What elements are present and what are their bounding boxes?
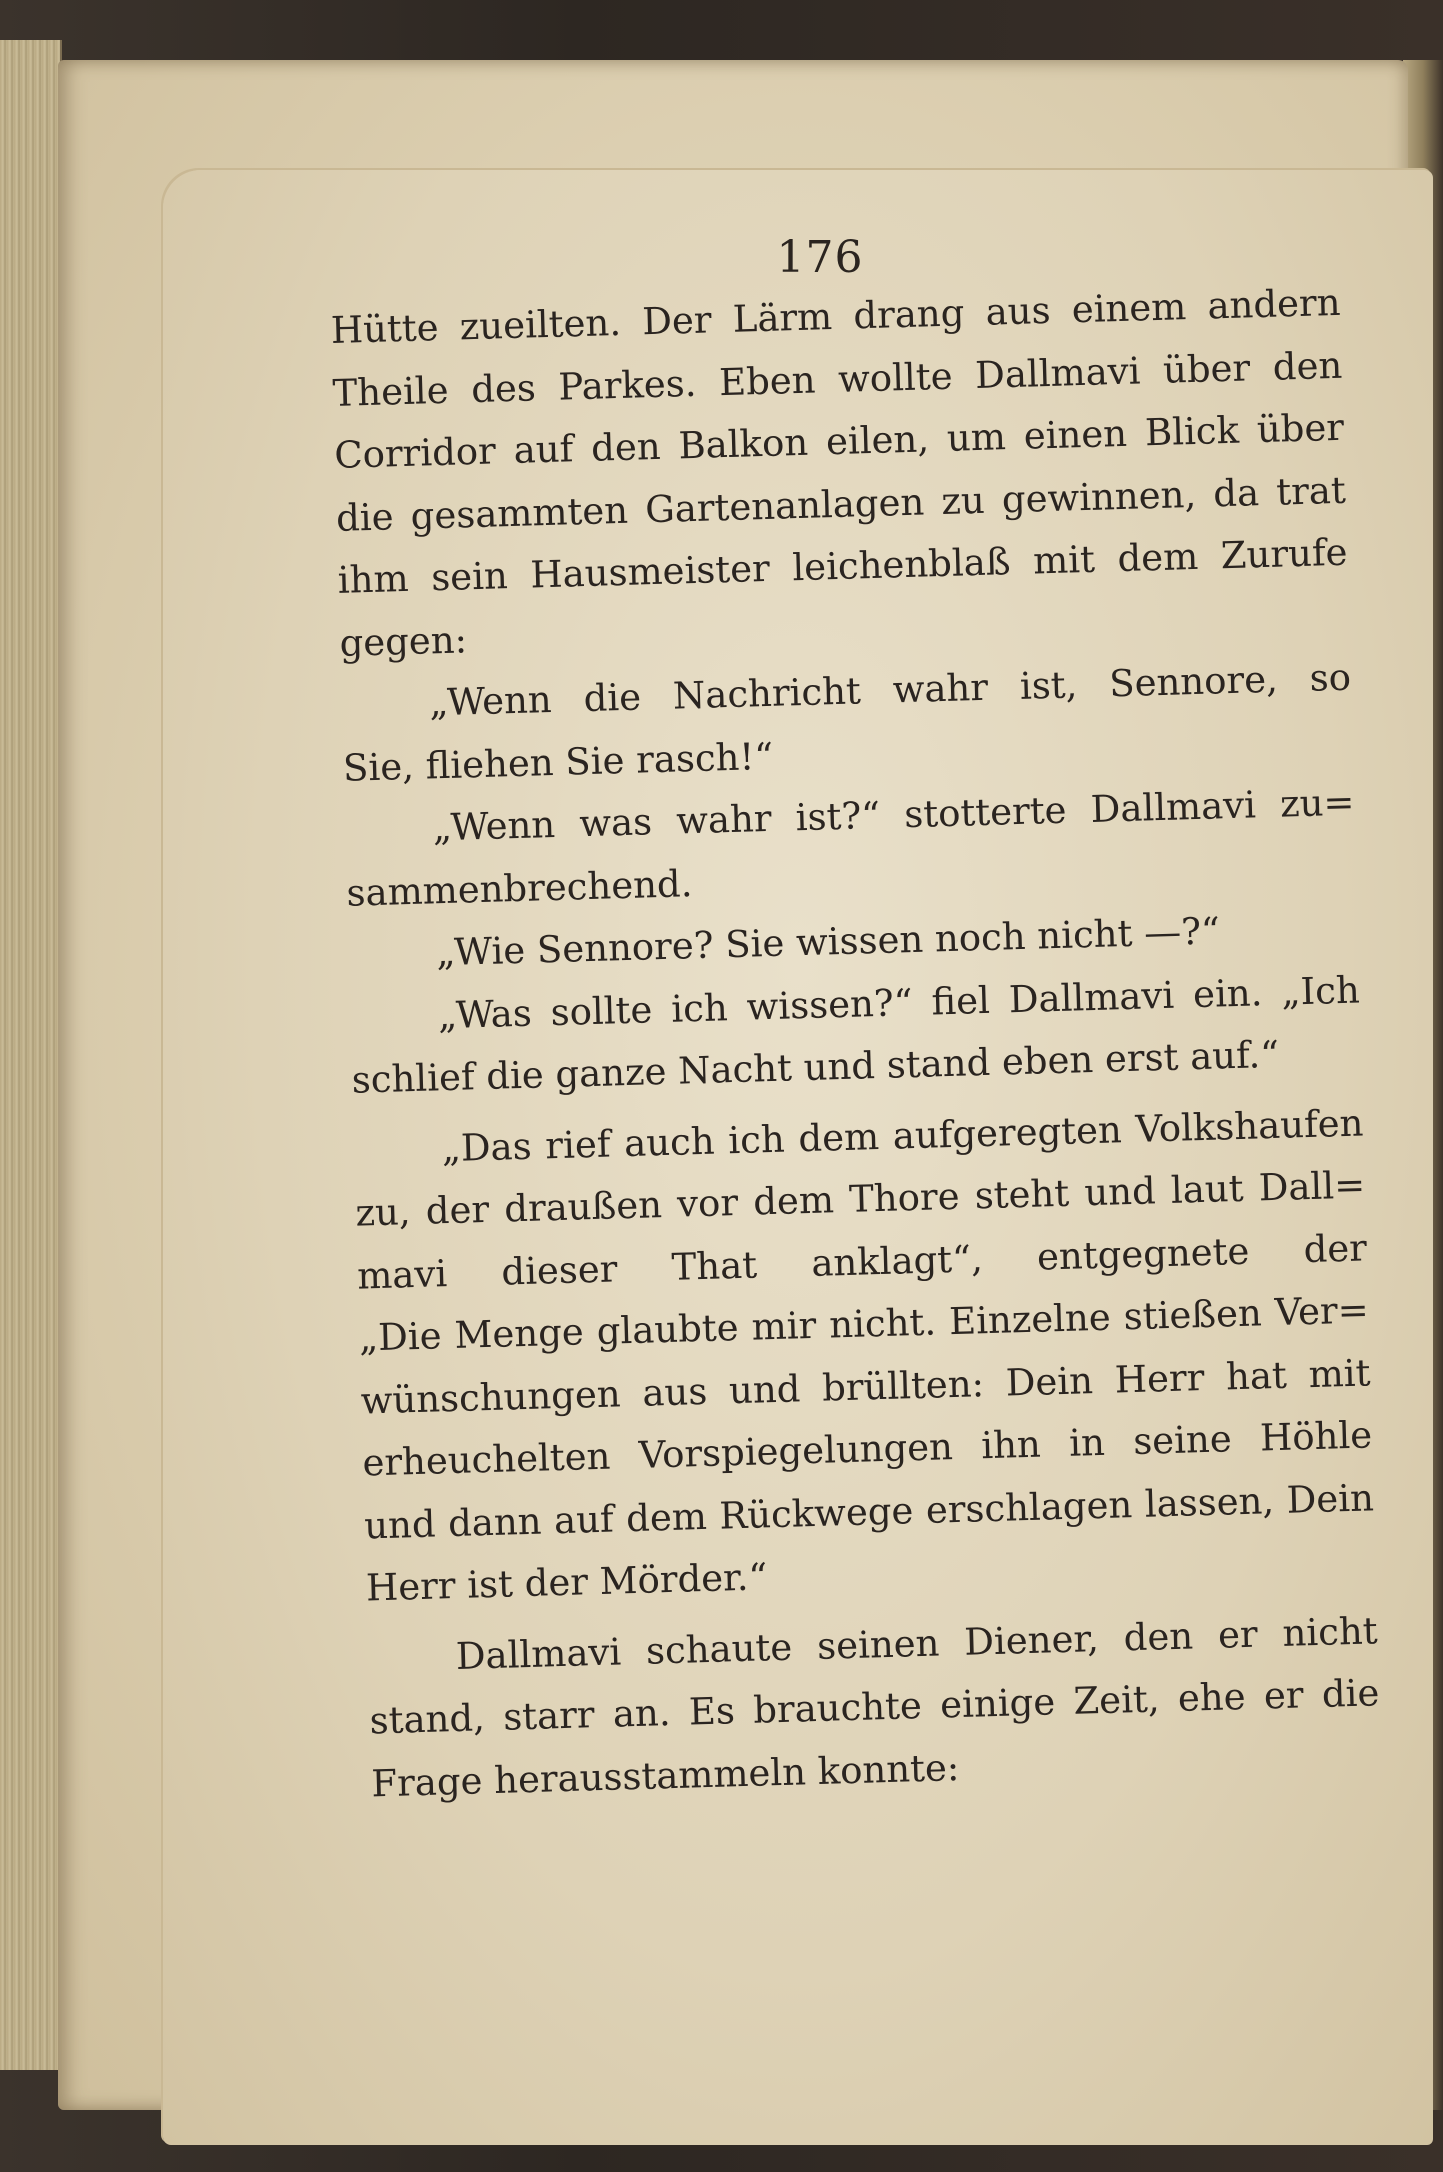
text-line: Corridor auf den Balkon eilen, um einen Blick über bbox=[333, 405, 1345, 477]
text-line: „Wenn die Nachricht wahr ist, Sennore, so bbox=[428, 655, 1352, 725]
text-line: Theile des Parkes. Eben wollte Dallmavi über den bbox=[331, 343, 1343, 415]
text-line: mavi dieser That anklagt“, entgegnete der bbox=[356, 1225, 1368, 1298]
page-edges-left bbox=[0, 40, 62, 2070]
page-number: 176 bbox=[776, 232, 864, 283]
text-line: ihm sein Hausmeister leichenblaß mit dem Zurufe bbox=[337, 530, 1349, 602]
text-line: „Wie Sennore? Sie wissen noch nicht —?“ bbox=[435, 909, 1221, 975]
text-line: gegen: bbox=[338, 617, 468, 665]
text-line: Sie, fliehen Sie rasch!“ bbox=[342, 734, 774, 790]
text-line: „Was sollte ich wissen?“ fiel Dallmavi ein. „Ich bbox=[437, 968, 1361, 1037]
text-line: Herr ist der Mörder.“ bbox=[365, 1555, 768, 1610]
text-line: die gesammten Gartenanlagen zu gewinnen, da trat bbox=[335, 468, 1347, 540]
text-line: stand, starr an. Es brauchte einige Zeit, ehe er die bbox=[369, 1671, 1380, 1743]
text-line: wünschungen aus und brüllten: Dein Herr hat mit bbox=[360, 1350, 1371, 1423]
text-line: sammenbrechend. bbox=[345, 861, 693, 915]
text-line: erheuchelten Vorspiegelungen ihn in seine Höhle bbox=[361, 1413, 1373, 1485]
body-text bbox=[330, 272, 1382, 1816]
text-line: und dann auf dem Rückwege erschlagen lassen, Dein bbox=[363, 1475, 1375, 1548]
text-line: zu, der draußen vor dem Thore steht und laut Dall= bbox=[354, 1163, 1366, 1235]
text-line: Hütte zueilten. Der Lärm drang aus einem andern bbox=[330, 280, 1342, 352]
text-line: „Wenn was wahr ist?“ stotterte Dallmavi zu= bbox=[432, 780, 1356, 850]
text-line: „Die Menge glaubte mir nicht. Einzelne stießen Ver= bbox=[358, 1288, 1370, 1360]
text-line: schlief die ganze Nacht und stand eben erst auf.“ bbox=[351, 1032, 1280, 1102]
text-line: Frage herausstammeln konnte: bbox=[370, 1745, 960, 1805]
text-line: „Das rief auch ich dem aufgeregten Volkshaufen bbox=[441, 1100, 1364, 1170]
text-line: Dallmavi schaute seinen Diener, den er nicht bbox=[455, 1608, 1379, 1678]
